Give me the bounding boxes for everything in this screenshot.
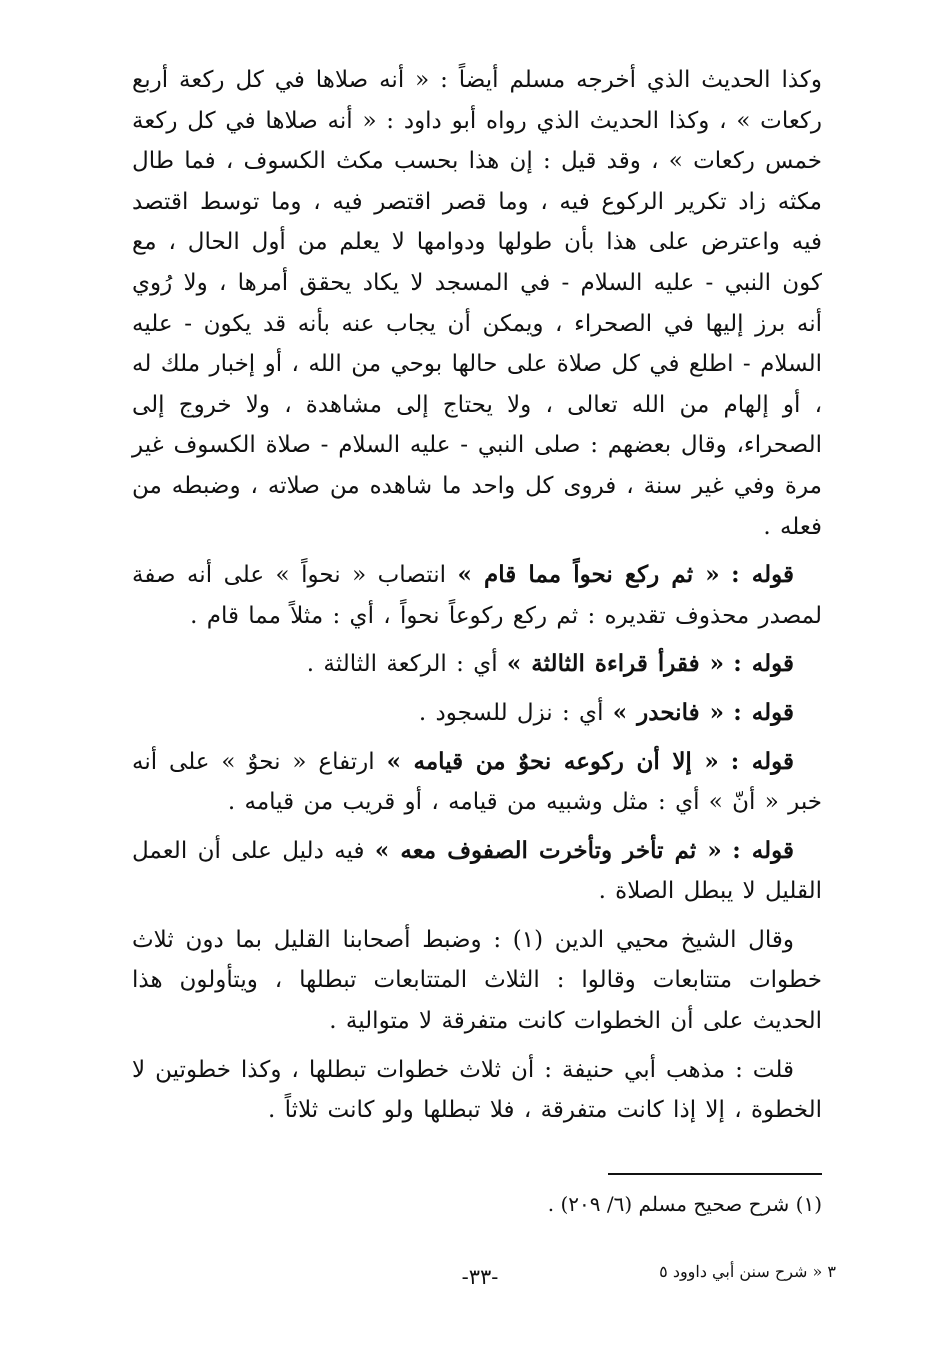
main-text	[132, 60, 822, 1139]
section-quote: « ثم تأخر وتأخرت الصفوف معه »	[374, 836, 722, 864]
page-number: -٣٣-	[461, 1265, 499, 1289]
closing-paragraph: قلت : مذهب أبي حنيفة : أن ثلاث خطوات تبطلها ، وكذا خطوتين لا الخطوة ، إلا إذا كانت متفرقة ، فلا تبطلها ولو كانت ثلاثاً .	[132, 1056, 822, 1124]
section-quote: « إلا أن ركوعه نحوٌ من قيامه »	[386, 747, 719, 775]
closing-paragraph: وقال الشيخ محيي الدين (١) : وضبط أصحابنا القليل بما دون ثلاث خطوات متتابعات وقالوا : الثلاث المتتابعات تبطلها ، ويتأولون هذا الحديث على أن الخطوات كانت متفرقة لا متوالية .	[132, 926, 822, 1035]
commentary-section	[132, 742, 822, 823]
section-quote: « فانحدر »	[612, 698, 724, 726]
section-label: قوله :	[732, 836, 794, 864]
section-label: قوله :	[733, 650, 794, 678]
section-label: قوله :	[731, 561, 795, 589]
opening-paragraph: وكذا الحديث الذي أخرجه مسلم أيضاً : « أنه صلاها في كل ركعة أربع ركعات » ، وكذا الحديث الذي رواه أبو داود : « أنه صلاها في كل ركعة خمس ركعات » ، وقد قيل : إن هذا بحسب مكث الكسوف ، فما طال مكثه زاد تكرير الركوع فيه ، وما قصر اقتصر فيه ، وما توسط اقتصد فيه واعترض على هذا بأن طولها ودوامها لا يعلم من أول الحال ، مع كون النبي - عليه السلام - في المسجد لا يكاد يحقق أمرها ، ولا رُوي أنه برز إليها في الصحراء ، ويمكن أن يجاب عنه بأنه قد يكون - عليه السلام - اطلع في كل صلاة على حالها بوحي من الله ، أو إخبار ملك له ، أو إلهام من الله تعالى ، ولا يحتاج إلى مشاهدة ، ولا خروج إلى الصحراء، وقال بعضهم : صلى النبي - عليه السلام - صلاة الكسوف غير مرة وفي غير سنة ، فروى كل واحد ما شاهده من صلاته ، وضبطه من فعله .	[132, 67, 822, 540]
commentary-section	[132, 644, 822, 685]
section-label: قوله :	[730, 747, 795, 775]
section-text: أي : الركعة الثالثة .	[306, 651, 507, 678]
commentary-section	[132, 555, 822, 636]
commentary-section	[132, 831, 822, 912]
footnote-divider	[608, 1173, 822, 1175]
section-quote: « ثم ركع نحواً مما قام »	[457, 561, 720, 589]
section-text: فيه دليل على أن العمل القليل لا يبطل الصلاة .	[132, 837, 822, 905]
footnote: (١) شرح صحيح مسلم (٦/ ٢٠٩) .	[547, 1192, 822, 1216]
section-text: أي : نزل للسجود .	[418, 699, 613, 726]
section-label: قوله :	[733, 698, 794, 726]
section-quote: « فقرأ قراءة الثالثة »	[506, 650, 724, 678]
section-text: ارتفاع « نحوٌ » على أنه خبر « أنّ » أي : مثل وشبيه من قيامه ، أو قريب من قيامه .	[132, 748, 822, 816]
section-text: انتصاب « نحواً » على أنه صفة لمصدر محذوف تقديره : ثم ركع ركوعاً نحواً ، أي : مثلاً مما قام .	[132, 562, 822, 629]
commentary-section	[132, 693, 822, 734]
book-signature: ٣ « شرح سنن أبي داوود ٥	[659, 1262, 836, 1281]
